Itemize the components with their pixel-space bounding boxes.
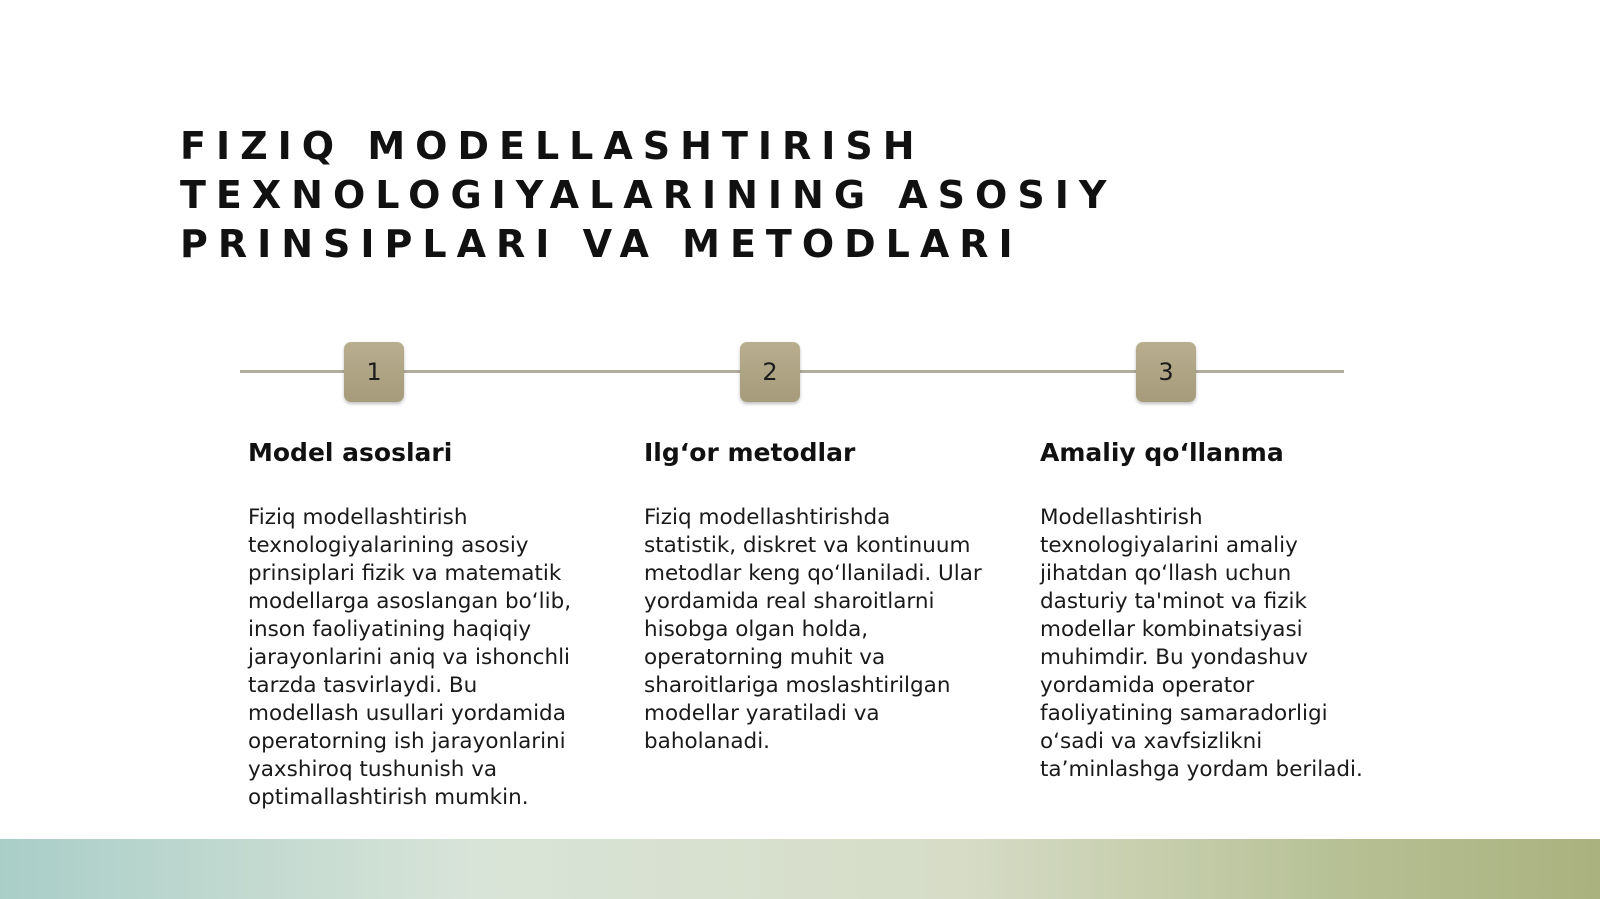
step-column-1: [248, 436, 593, 812]
step-marker-3: 3: [1136, 342, 1196, 402]
slide-title: [180, 122, 1280, 269]
step-marker-2: 2: [740, 342, 800, 402]
title-line-3: PRINSIPLARI VA METODLARI: [180, 222, 1023, 266]
step-text-2: Fiziq modellashtirishda statistik, diskret va kontinuum metodlar keng qo‘llaniladi. Ular yordamida real sharoitlarni hisobga olgan holda, operatorning muhit va sharoitlariga moslashtirilgan modellar yaratiladi va baholanadi.: [644, 505, 982, 754]
title-line-1: FIZIQ MODELLASHTIRISH: [180, 124, 925, 168]
step-text-3: Modellashtirish texnologiyalarini amaliy jihatdan qo‘llash uchun dasturiy ta'minot va fizik modellar kombinatsiyasi muhimdir. Bu yondashuv yordamida operator faoliyatining samaradorligi o‘sadi va xavfsizlikni ta’minlashga yordam beriladi.: [1040, 505, 1363, 782]
step-heading-1: Model asoslari: [248, 438, 453, 467]
step-heading-3: Amaliy qo‘llanma: [1040, 438, 1284, 467]
step-column-2: [644, 436, 989, 756]
step-text-1: Fiziq modellashtirish texnologiyalarining asosiy prinsiplari fizik va matematik modellarga asoslangan bo‘lib, inson faoliyatining haqiqiy jarayonlarini aniq va ishonchli tarzda tasvirlaydi. Bu modellash usullari yordamida operatorning ish jarayonlarini yaxshiroq tushunish va optimallashtirish mumkin.: [248, 505, 572, 810]
title-line-2: TEXNOLOGIYALARINING ASOSIY: [180, 173, 1117, 217]
step-column-3: [1040, 436, 1385, 784]
step-marker-1: 1: [344, 342, 404, 402]
bottom-decorative-band: [0, 839, 1600, 899]
step-heading-2: Ilg‘or metodlar: [644, 438, 856, 467]
